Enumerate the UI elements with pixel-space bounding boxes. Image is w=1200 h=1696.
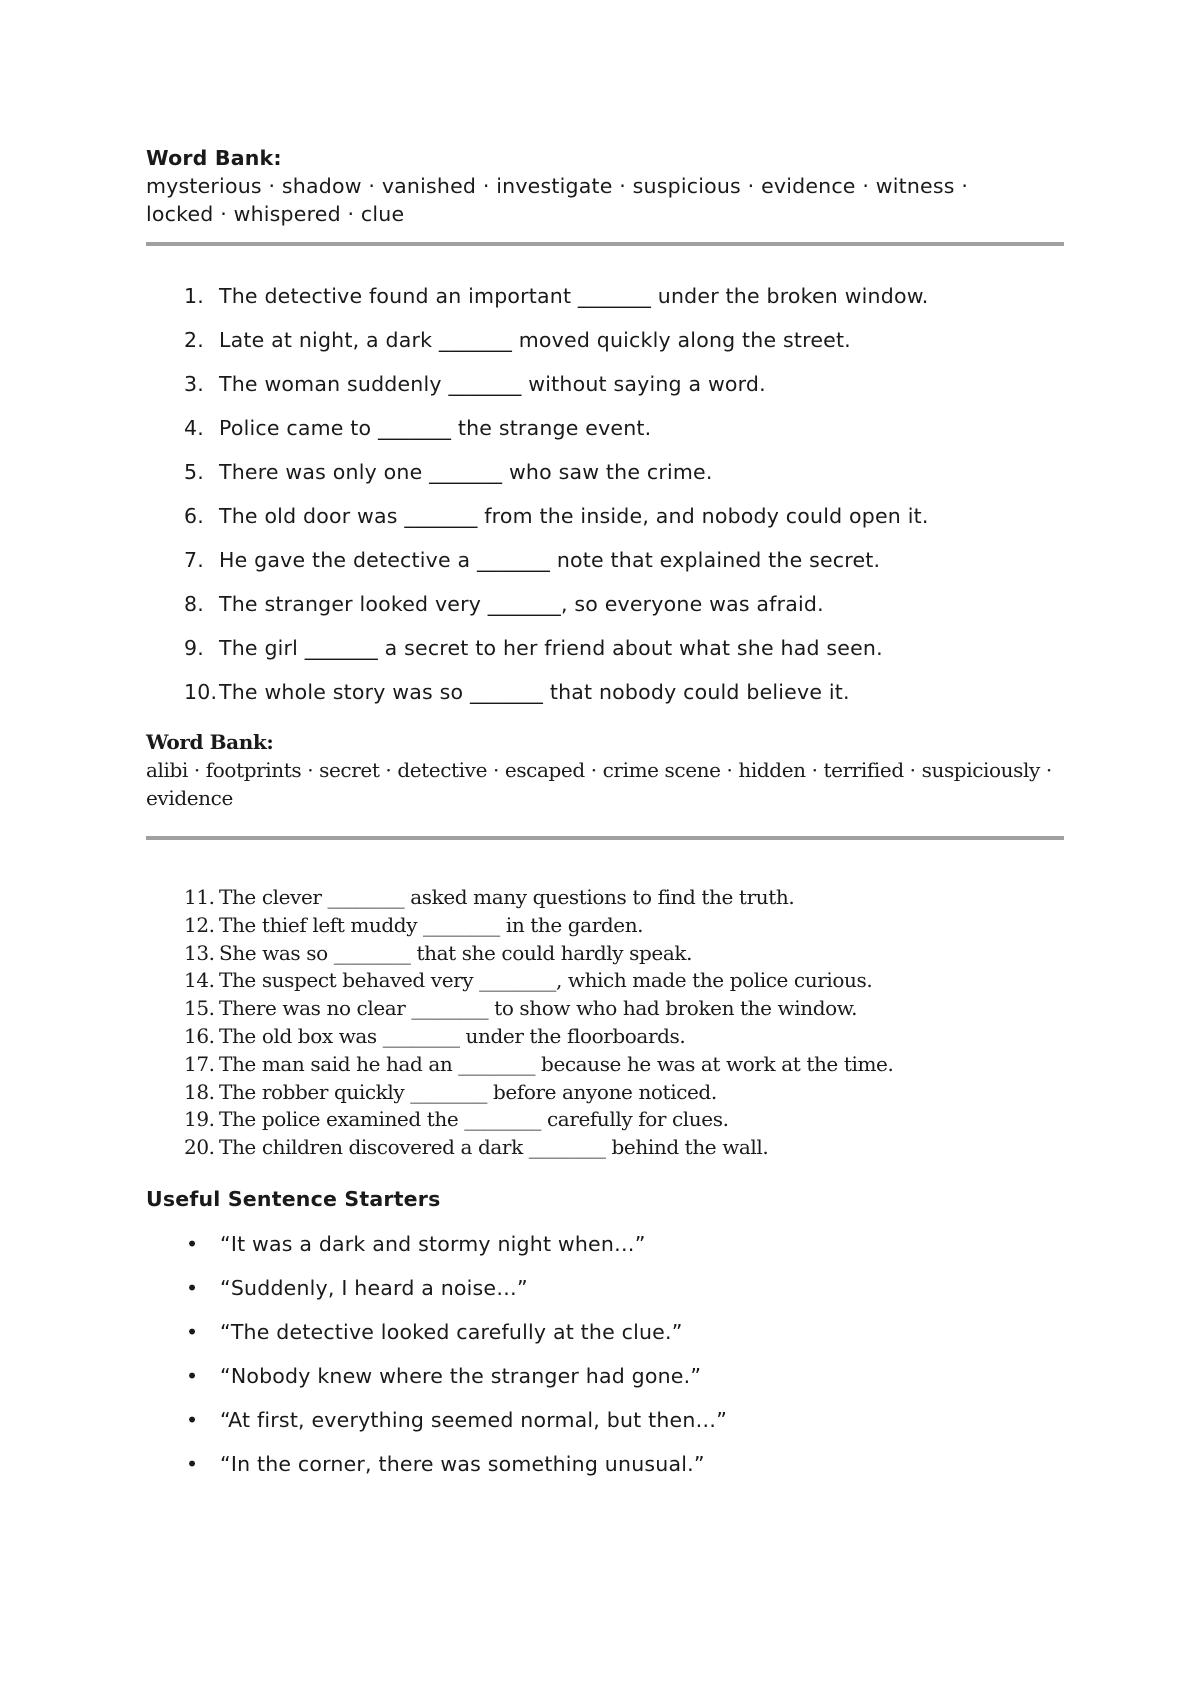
section-divider-1 <box>146 242 1064 246</box>
bullet-icon: • <box>186 1451 199 1476</box>
exercise-item-18 <box>146 1079 1064 1107</box>
exercise-item-9 <box>146 626 1064 670</box>
item-number: 19. <box>184 1107 215 1132</box>
item-number: 6. <box>184 504 204 528</box>
item-text: The thief left muddy ________ in the garden. <box>219 912 644 937</box>
item-number: 1. <box>184 284 204 308</box>
item-text: Late at night, a dark _______ moved quickly along the street. <box>219 328 851 352</box>
starter-text: “Nobody knew where the stranger had gone.” <box>220 1363 702 1388</box>
word-bank-2-title: Word Bank: <box>146 730 274 754</box>
exercise-item-10 <box>146 670 1064 714</box>
item-number: 4. <box>184 416 204 440</box>
exercise-item-12 <box>146 912 1064 940</box>
word-bank-1-words-line-2: locked · whispered · clue <box>146 202 405 226</box>
item-number: 7. <box>184 548 204 572</box>
bullet-icon: • <box>186 1363 199 1388</box>
item-text: The woman suddenly _______ without saying a word. <box>219 372 766 396</box>
starter-text: “It was a dark and stormy night when…” <box>220 1231 646 1256</box>
exercise-1-list <box>146 274 1064 714</box>
word-bank-2-words-line-1: alibi · footprints · secret · detective · escaped · crime scene · hidden · terrified · suspiciously · <box>146 758 1052 782</box>
item-number: 15. <box>184 996 215 1021</box>
starter-item <box>146 1222 1064 1266</box>
item-text: The children discovered a dark ________ behind the wall. <box>219 1135 769 1160</box>
item-number: 16. <box>184 1023 215 1048</box>
item-text: The police examined the ________ carefully for clues. <box>219 1107 729 1132</box>
item-text: The man said he had an ________ because he was at work at the time. <box>219 1051 894 1076</box>
item-number: 8. <box>184 592 204 616</box>
item-text: The old door was _______ from the inside, and nobody could open it. <box>219 504 929 528</box>
item-text: There was no clear ________ to show who had broken the window. <box>219 996 858 1021</box>
bullet-icon: • <box>186 1275 199 1300</box>
item-text: The old box was ________ under the floorboards. <box>219 1023 686 1048</box>
item-number: 3. <box>184 372 204 396</box>
item-number: 18. <box>184 1079 215 1104</box>
exercise-item-2 <box>146 318 1064 362</box>
item-text: The whole story was so _______ that nobody could believe it. <box>219 680 850 704</box>
word-bank-2 <box>146 729 1064 812</box>
bullet-icon: • <box>186 1407 199 1432</box>
exercise-item-5 <box>146 450 1064 494</box>
item-text: The detective found an important _______ under the broken window. <box>219 284 929 308</box>
item-text: The girl _______ a secret to her friend about what she had seen. <box>219 636 883 660</box>
exercise-item-7 <box>146 538 1064 582</box>
item-number: 14. <box>184 968 215 993</box>
starter-item <box>146 1442 1064 1486</box>
exercise-item-4 <box>146 406 1064 450</box>
sentence-starters-title: Useful Sentence Starters <box>146 1186 441 1211</box>
starter-item <box>146 1266 1064 1310</box>
starter-item <box>146 1398 1064 1442</box>
item-text: She was so ________ that she could hardly speak. <box>219 940 693 965</box>
exercise-item-3 <box>146 362 1064 406</box>
starter-text: “In the corner, there was something unusual.” <box>220 1451 705 1476</box>
exercise-item-1 <box>146 274 1064 318</box>
item-number: 10. <box>184 680 218 704</box>
bullet-icon: • <box>186 1231 199 1256</box>
word-bank-1 <box>146 145 1064 228</box>
sentence-starters-list <box>146 1222 1064 1486</box>
item-number: 11. <box>184 885 215 909</box>
item-number: 2. <box>184 328 204 352</box>
item-number: 17. <box>184 1051 215 1076</box>
starter-text: “The detective looked carefully at the clue.” <box>220 1319 683 1344</box>
worksheet-page <box>146 145 1064 1486</box>
item-number: 5. <box>184 460 204 484</box>
item-number: 9. <box>184 636 204 660</box>
starter-text: “Suddenly, I heard a noise…” <box>220 1275 528 1300</box>
sentence-starters <box>146 1184 1064 1486</box>
starter-item <box>146 1310 1064 1354</box>
exercise-item-8 <box>146 582 1064 626</box>
item-text: The suspect behaved very ________, which made the police curious. <box>219 968 873 993</box>
word-bank-2-words-line-2: evidence <box>146 786 233 810</box>
exercise-item-13 <box>146 940 1064 968</box>
item-text: There was only one _______ who saw the crime. <box>219 460 713 484</box>
item-text: The robber quickly ________ before anyone noticed. <box>219 1079 717 1104</box>
exercise-item-19 <box>146 1106 1064 1134</box>
item-number: 12. <box>184 912 215 937</box>
section-divider-2 <box>146 836 1064 840</box>
item-number: 20. <box>184 1135 215 1160</box>
exercise-2-list <box>146 884 1064 1162</box>
exercise-item-20 <box>146 1134 1064 1162</box>
item-text: Police came to _______ the strange event. <box>219 416 652 440</box>
item-text: The stranger looked very _______, so everyone was afraid. <box>219 592 824 616</box>
exercise-item-17 <box>146 1051 1064 1079</box>
bullet-icon: • <box>186 1319 199 1344</box>
item-number: 13. <box>184 940 215 965</box>
word-bank-1-title: Word Bank: <box>146 146 282 170</box>
exercise-item-6 <box>146 494 1064 538</box>
exercise-item-11 <box>146 884 1064 912</box>
starter-item <box>146 1354 1064 1398</box>
exercise-item-14 <box>146 967 1064 995</box>
exercise-item-16 <box>146 1023 1064 1051</box>
exercise-item-15 <box>146 995 1064 1023</box>
item-text: He gave the detective a _______ note that explained the secret. <box>219 548 881 572</box>
starter-text: “At first, everything seemed normal, but then…” <box>220 1407 728 1432</box>
item-text: The clever ________ asked many questions to find the truth. <box>219 885 795 909</box>
word-bank-1-words-line-1: mysterious · shadow · vanished · investigate · suspicious · evidence · witness · <box>146 174 969 198</box>
